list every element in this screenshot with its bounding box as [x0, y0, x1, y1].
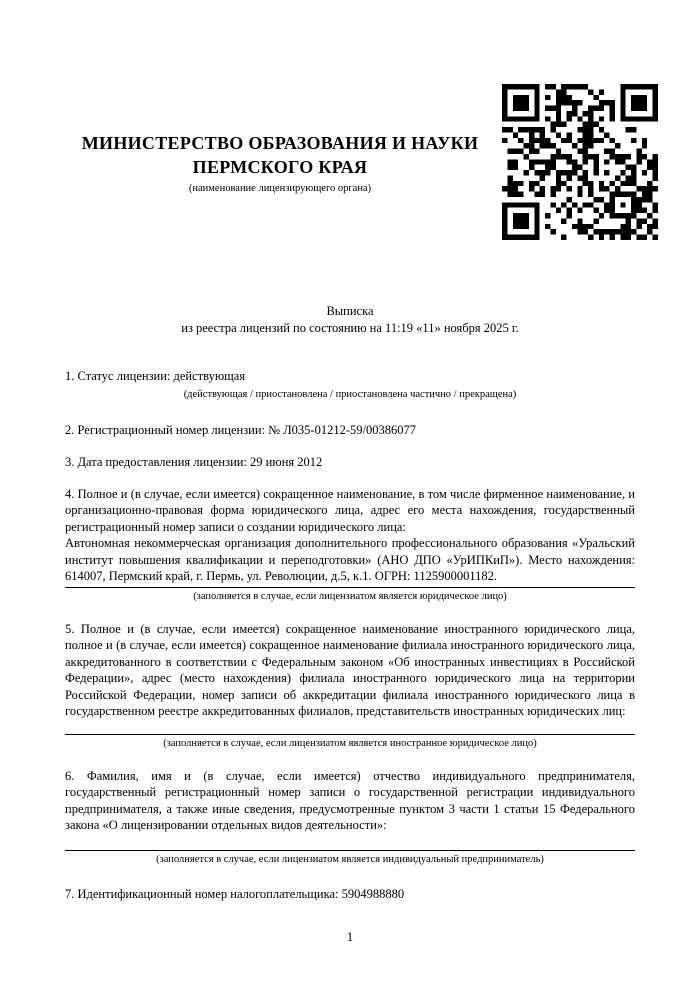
licensing-authority-block	[65, 0, 495, 195]
legal-entity-underline	[65, 587, 635, 588]
foreign-entity-clause-text: 5. Полное и (в случае, если имеется) сокращенное наименование иностранного юридического лица, полное и (в случае, если имеется) сокращенное наименование филиала иностранного юридического лица, аккредитованного в соответствии с Федеральным законом «Об иностранных инвестициях в Российской Федерации», адрес (место нахождения) филиала иностранного юридического лица на территории Российской Федерации, номер записи об аккредитации филиала иностранного юридического лица в государственном реестре аккредитованных филиалов, представительств иностранных юридических лиц:	[65, 621, 635, 718]
license-status-options-caption: (действующая / приостановлена / приостановлена частично / прекращена)	[183, 388, 517, 400]
qr-code	[502, 84, 658, 240]
registration-number-line: 2. Регистрационный номер лицензии: № Л035-01212-59/00386077	[65, 422, 416, 437]
taxpayer-id-line: 7. Идентификационный номер налогоплательщика: 5904988880	[65, 886, 405, 901]
license-grant-date-line: 3. Дата предоставления лицензии: 29 июня 2012	[65, 455, 323, 469]
legal-entity-caption: (заполняется в случае, если лицензиатом является юридическое лицо)	[193, 590, 507, 602]
page-number: 1	[346, 929, 354, 944]
entrepreneur-underline	[65, 850, 635, 851]
legal-entity-value: Автономная некоммерческая организация дополнительного профессионального образования «Уральский институт повышения квалификации и переподготовки» (АНО ДПО «УрИПКиП»). Место нахождения: 614007, Пермский край, г. Пермь, ул. Революции, д.5, к.1. ОГРН: 1125900001182.	[65, 536, 635, 583]
ministry-name-line2: ПЕРМСКОГО КРАЯ	[192, 157, 368, 177]
entrepreneur-clause-text: 6. Фамилия, имя и (в случае, если имеется) отчество индивидуального предпринимателя, государственный регистрационный номер записи о государственной регистрации индивидуального предпринимателя, а также иные сведения, предусмотренные пунктом 3 части 1 статьи 15 Федерального закона «О лицензировании отдельных видов деятельности»:	[65, 768, 635, 832]
document-title-line1: Выписка	[326, 304, 374, 318]
license-status-line: 1. Статус лицензии: действующая	[65, 369, 246, 383]
legal-entity-clause-text: 4. Полное и (в случае, если имеется) сокращенное наименование, в том числе фирменное наименование, и организационно-правовая форма юридического лица, адрес его места нахождения, государственный регистрационный номер записи о создании юридического лица:	[65, 486, 635, 534]
document-title	[65, 303, 635, 336]
entrepreneur-caption: (заполняется в случае, если лицензиатом является индивидуальный предприниматель)	[156, 853, 544, 865]
licensing-authority-caption: (наименование лицензирующего органа)	[188, 183, 372, 194]
foreign-entity-underline	[65, 734, 635, 735]
ministry-name-line1: МИНИСТЕРСТВО ОБРАЗОВАНИЯ И НАУКИ	[81, 133, 479, 153]
document-title-line2: из реестра лицензий по состоянию на 11:19 «11» ноября 2025 г.	[181, 320, 519, 335]
foreign-entity-caption: (заполняется в случае, если лицензиатом является иностранное юридическое лицо)	[163, 737, 537, 749]
